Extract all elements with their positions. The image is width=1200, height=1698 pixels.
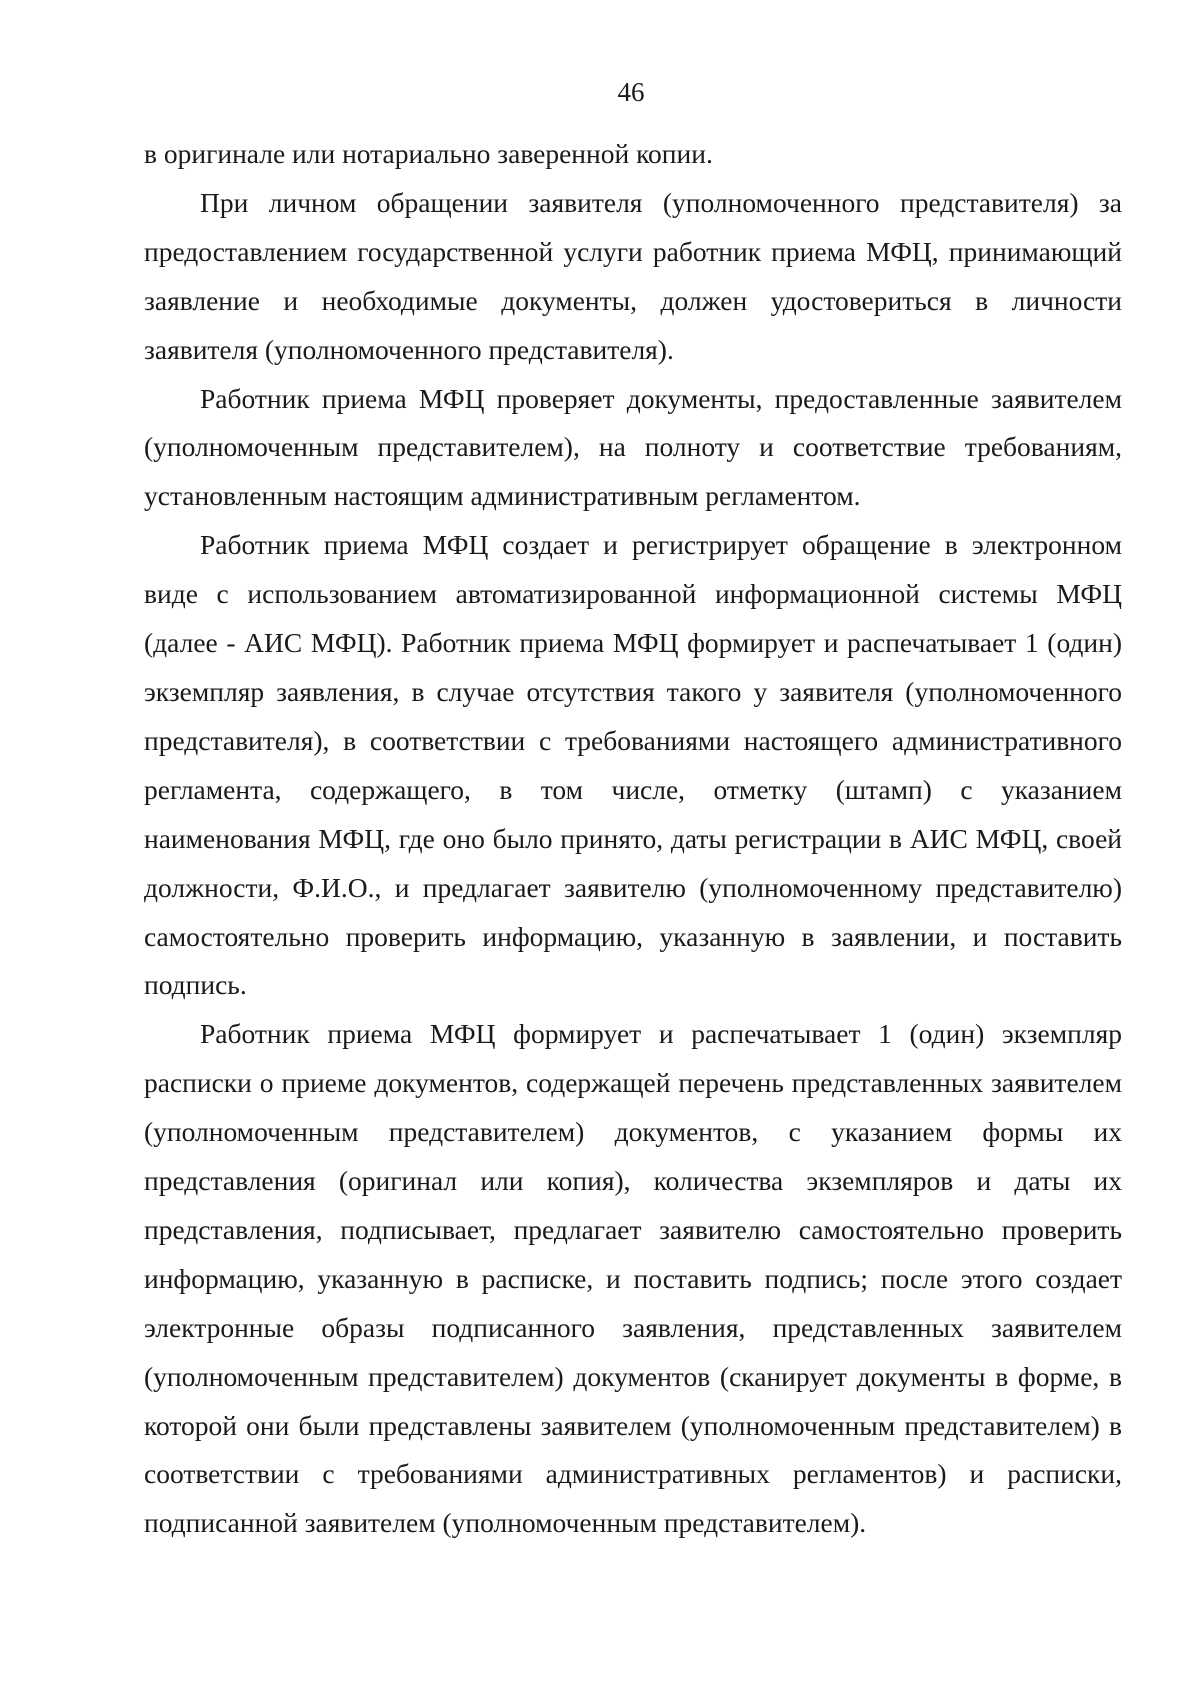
page-number: 46 bbox=[617, 77, 645, 107]
paragraph-receipt: Работник приема МФЦ формирует и распечатывает 1 (один) экземпляр расписки о приеме документов, содержащей перечень представленных заявителем (уполномоченным представителем) документов, с указанием формы их представления (оригинал или копия), количества экземпляров и даты их представления, подписывает, предлагает заявителю самостоятельно проверить информацию, указанную в расписке, и поставить подпись; после этого создает электронные образы подписанного заявления, представленных заявителем (уполномоченным представителем) документов (сканирует документы в форме, в которой они были представлены заявителем (уполномоченным представителем) в соответствии с требованиями административных регламентов) и расписки, подписанной заявителем (уполномоченным представителем). bbox=[144, 1018, 1122, 1539]
paragraph-continuation: в оригинале или нотариально заверенной копии. bbox=[144, 138, 713, 169]
paragraph-document-check: Работник приема МФЦ проверяет документы, предоставленные заявителем (уполномоченным представителем), на полноту и соответствие требованиям, установленным настоящим административным регламентом. bbox=[144, 382, 1122, 512]
paragraph-registration: Работник приема МФЦ создает и регистрирует обращение в электронном виде с использованием автоматизированной информационной системы МФЦ (далее - АИС МФЦ). Работник приема МФЦ формирует и распечатывает 1 (один) экземпляр заявления, в случае отсутствия такого у заявителя (уполномоченного представителя), в соответствии с требованиями настоящего административного регламента, содержащего, в том числе, отметку (штамп) с указанием наименования МФЦ, где оно было принято, даты регистрации в АИС МФЦ, своей должности, Ф.И.О., и предлагает заявителю (уполномоченному представителю) самостоятельно проверить информацию, указанную в заявлении, и поставить подпись. bbox=[144, 529, 1122, 1001]
document-body bbox=[144, 130, 1122, 1548]
paragraph-identity-check: При личном обращении заявителя (уполномоченного представителя) за предоставлением государственной услуги работник приема МФЦ, принимающий заявление и необходимые документы, должен удостовериться в личности заявителя (уполномоченного представителя). bbox=[144, 186, 1122, 365]
